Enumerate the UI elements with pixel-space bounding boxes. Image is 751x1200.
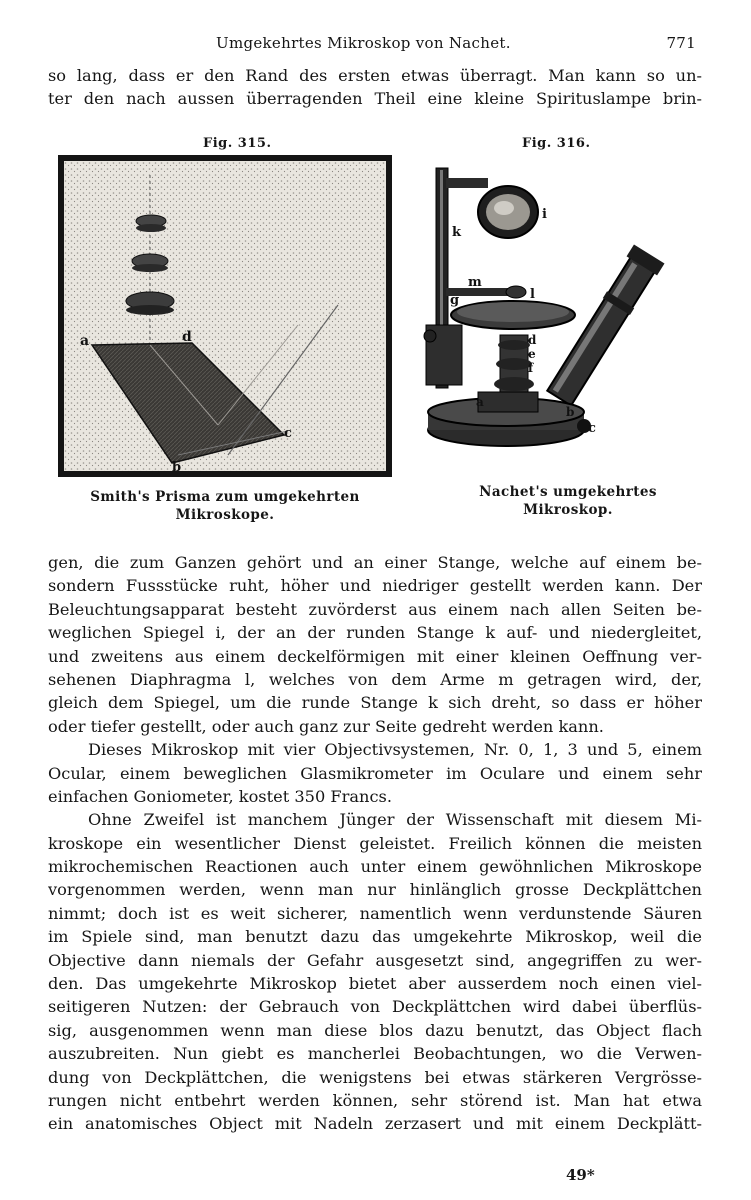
fig-315-prism-illustration xyxy=(58,155,392,477)
text-line: sig, ausgenommen wenn man diese blos dazu benutzt, das Object flach xyxy=(48,1020,702,1040)
fig-316-letter-k: k xyxy=(452,225,462,240)
caption-line: Nachet's umgekehrtes xyxy=(479,484,657,500)
page-number: 771 xyxy=(666,34,696,52)
text-line: Beleuchtungsapparat besteht zuvörderst aus einem nach allen Seiten be- xyxy=(48,599,702,619)
caption-line: Smith's Prisma zum umgekehrten xyxy=(90,489,360,505)
text-line: auszubreiten. Nun giebt es mancherlei Beobachtungen, wo die Verwen- xyxy=(48,1044,702,1064)
fig-315-label: Fig. 315. xyxy=(203,136,272,151)
text-line: mikrochemischen Reactionen auch unter einem gewöhnlichen Mikroskope xyxy=(48,857,702,877)
fig-316-letter-d: d xyxy=(528,333,537,347)
fig-315-letter-b: b xyxy=(172,460,182,475)
fig-316-letter-a: a xyxy=(476,395,484,409)
text-line: gen, die zum Ganzen gehört und an einer Stange, welche auf einem be- xyxy=(48,553,702,572)
fig-316-letter-m: m xyxy=(468,275,482,290)
text-line: oder tiefer gestellt, oder auch ganz zur Seite gedreht werden kann. xyxy=(48,716,604,736)
fig-315-letter-d: d xyxy=(182,329,192,345)
fig-316-letter-f: f xyxy=(528,361,534,375)
fig-316-label: Fig. 316. xyxy=(522,136,591,151)
caption-line: Mikroskop. xyxy=(523,502,613,518)
fig-316-caption xyxy=(458,483,678,519)
header-title: Umgekehrtes Mikroskop von Nachet. xyxy=(216,34,511,52)
fig-315-letter-a: a xyxy=(80,333,90,349)
fig-316-letter-i: i xyxy=(542,207,547,222)
text-line: nimmt; doch ist es weit sicherer, namentlich wenn verdunstende Säuren xyxy=(48,903,702,923)
top-paragraph xyxy=(48,64,702,111)
fig-316-letter-g: g xyxy=(450,293,460,308)
text-line: Ocular, einem beweglichen Glasmikrometer im Oculare und einem sehr xyxy=(48,763,702,783)
text-line: so lang, dass er den Rand des ersten etwas überragt. Man kann so un- xyxy=(48,66,702,85)
text-line: und zweitens aus einem deckelförmigen mit einer kleinen Oeffnung ver- xyxy=(48,646,702,666)
fig-316-letter-e: e xyxy=(528,347,536,361)
text-line: seitigeren Nutzen: der Gebrauch von Deckplättchen wird dabei überflüs- xyxy=(48,997,702,1017)
fig-315-letter-c: c xyxy=(284,426,292,441)
text-line: einfachen Goniometer, kostet 350 Francs. xyxy=(48,786,392,806)
text-line: den. Das umgekehrte Mikroskop bietet aber ausserdem noch einen viel- xyxy=(48,974,702,994)
text-line: Objective dann niemals der Gefahr ausgesetzt sind, angegriffen zu wer- xyxy=(48,950,702,970)
fig-316-letter-l: l xyxy=(530,287,535,302)
text-line: kroskope ein wesentlicher Dienst geleistet. Freilich können die meisten xyxy=(48,833,702,853)
text-line: sondern Fussstücke ruht, höher und niedriger gestellt werden kann. Der xyxy=(48,576,702,596)
text-line: weglichen Spiegel i, der an der runden Stange k auf- und niedergleitet, xyxy=(48,623,702,643)
text-line: dung von Deckplättchen, die wenigstens bei etwas stärkeren Vergrösse- xyxy=(48,1067,702,1087)
fig-316-microscope-illustration xyxy=(418,160,688,460)
text-line: im Spiele sind, man benutzt dazu das umgekehrte Mikroskop, weil die xyxy=(48,927,702,947)
body-text xyxy=(48,551,702,1136)
text-line: vorgenommen werden, wenn man nur hinlänglich grosse Deckplättchen xyxy=(48,880,702,900)
fig-315-caption xyxy=(58,488,392,524)
fig-316-letter-b: b xyxy=(566,405,575,419)
signature-mark: 49* xyxy=(566,1166,595,1184)
text-line: Dieses Mikroskop mit vier Objectivsystemen, Nr. 0, 1, 3 und 5, einem xyxy=(88,740,702,760)
text-line: Ohne Zweifel ist manchem Jünger der Wissenschaft mit diesem Mi- xyxy=(88,810,702,830)
text-line: ein anatomisches Object mit Nadeln zerzasert und mit einem Deckplätt- xyxy=(48,1114,702,1134)
fig-316-letter-c: c xyxy=(588,421,596,436)
text-line: ter den nach aussen überragenden Theil eine kleine Spirituslampe brin- xyxy=(48,89,702,109)
caption-line: Mikroskope. xyxy=(175,507,275,523)
text-line: sehenen Diaphragma l, welches von dem Arme m getragen wird, der, xyxy=(48,669,702,689)
text-line: rungen nicht entbehrt werden können, sehr störend ist. Man hat etwa xyxy=(48,1090,702,1110)
running-header xyxy=(48,34,700,56)
text-line: gleich dem Spiegel, um die runde Stange k sich dreht, so dass er höher xyxy=(48,693,702,713)
